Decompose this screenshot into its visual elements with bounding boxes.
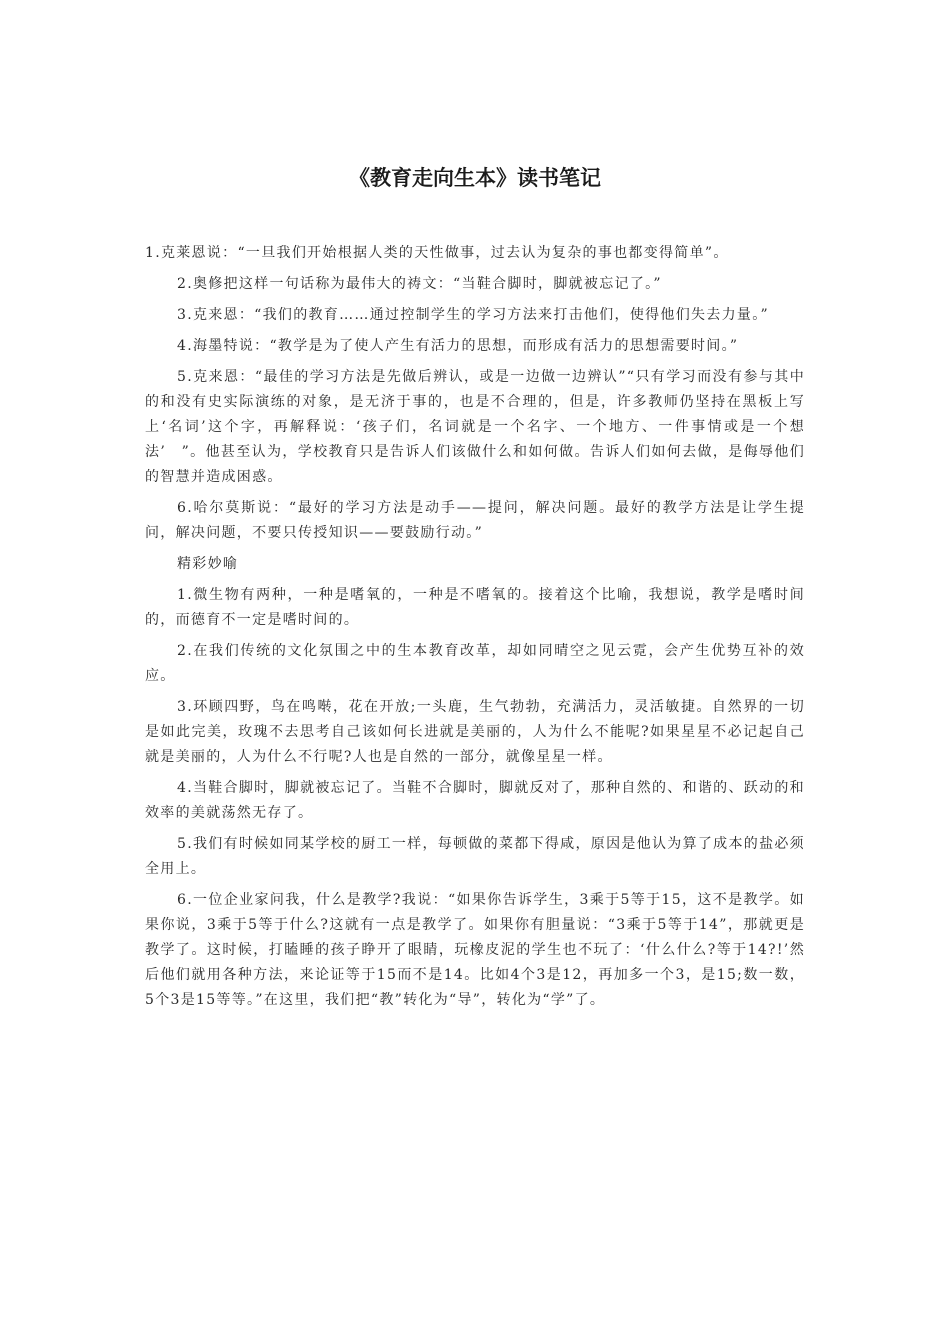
section-heading-metaphors: 精彩妙喻: [177, 556, 239, 572]
metaphor-paragraph-3: 3.环顾四野，鸟在鸣啭，花在开放;一头鹿，生气勃勃，充满活力，灵活敏捷。自然界的一切是如此完美，玫瑰不去思考自己该如何长进就是美丽的，人为什么不能呢?如果星星不必记起自己就是美丽的，人为什么不行呢?人也是自然的一部分，就像星星一样。: [145, 699, 805, 765]
quote-paragraph-2: 2.奥修把这样一句话称为最伟大的祷文：“当鞋合脚时，脚就被忘记了。”: [177, 276, 662, 292]
quote-paragraph-1: 1.克莱恩说：“一旦我们开始根据人类的天性做事，过去认为复杂的事也都变得简单”。: [145, 245, 729, 261]
quote-paragraph-5: 5.克来恩：“最佳的学习方法是先做后辨认，或是一边做一边辨认”“只有学习而没有参与其中的和没有史实际演练的对象，是无济于事的，也是不合理的，但是，许多教师仍坚持在黑板上写上‘名词’这个字，再解释说：‘孩子们，名词就是一个名字、一个地方、一件事情或是一个想法’ ”。他甚至认为，学校教育只是告诉人们该做什么和如何做。告诉人们如何去做，是侮辱他们的智慧并造成困惑。: [145, 369, 805, 485]
quote-paragraph-6: 6.哈尔莫斯说：“最好的学习方法是动手——提问，解决问题。最好的教学方法是让学生提问，解决问题，不要只传授知识——要鼓励行动。”: [145, 500, 805, 541]
metaphor-paragraph-5: 5.我们有时候如同某学校的厨工一样，每顿做的菜都下得咸，原因是他认为算了成本的盐必须全用上。: [145, 836, 805, 877]
quote-paragraph-3: 3.克来恩：“我们的教育……通过控制学生的学习方法来打击他们，使得他们失去力量。”: [177, 307, 769, 323]
quote-paragraph-4: 4.海墨特说：“教学是为了使人产生有活力的思想，而形成有活力的思想需要时间。”: [177, 338, 739, 354]
metaphor-paragraph-2: 2.在我们传统的文化氛围之中的生本教育改革，却如同晴空之见云霓，会产生优势互补的效应。: [145, 643, 805, 684]
metaphor-paragraph-6: 6.一位企业家问我，什么是教学?我说：“如果你告诉学生，3乘于5等于15，这不是教学。如果你说，3乘于5等于什么?这就有一点是教学了。如果你有胆量说：“3乘于5等于14”，那就更是教学了。这时候，打瞌睡的孩子睁开了眼睛，玩橡皮泥的学生也不玩了：‘什么什么?等于14?!’然后他们就用各种方法，来论证等于15而不是14。比如4个3是12，再加多一个3，是15;数一数，5个3是15等等。”在这里，我们把“教”转化为“导”，转化为“学”了。: [145, 892, 805, 1008]
document-body: [145, 241, 805, 1019]
metaphor-paragraph-1: 1.微生物有两种，一种是嗜氧的，一种是不嗜氧的。接着这个比喻，我想说，教学是嗜时间的，而德育不一定是嗜时间的。: [145, 587, 805, 628]
document-title: 《教育走向生本》读书笔记: [349, 166, 601, 190]
metaphor-paragraph-4: 4.当鞋合脚时，脚就被忘记了。当鞋不合脚时，脚就反对了，那种自然的、和谐的、跃动的和效率的美就荡然无存了。: [145, 780, 805, 821]
